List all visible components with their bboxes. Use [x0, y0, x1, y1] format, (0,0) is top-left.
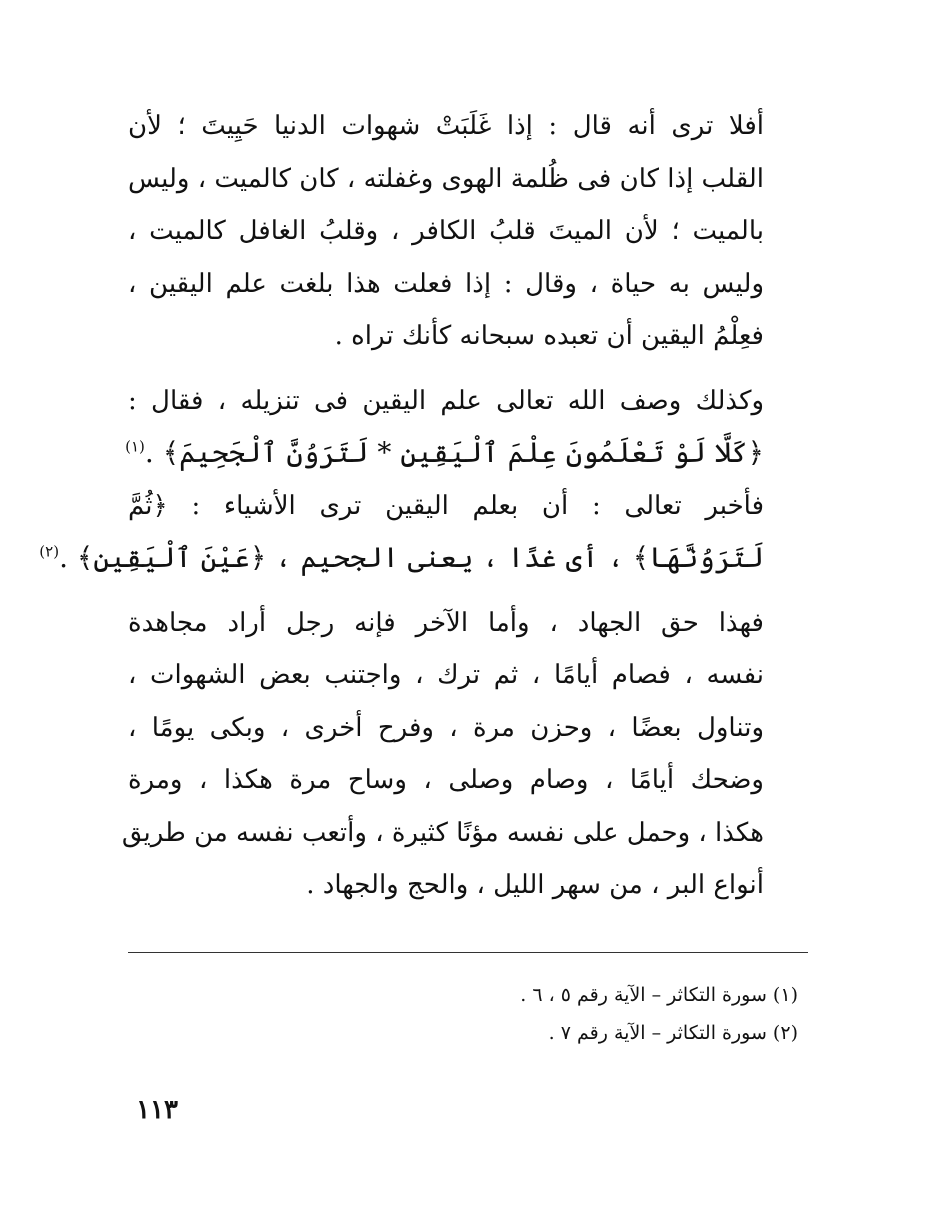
- text-line: أنواع البر ، من سهر الليل ، والحج والجهاد .: [306, 870, 764, 900]
- text-line: فهذا حق الجهاد ، وأما الآخر فإنه رجل أراد مجاهدة: [128, 607, 764, 638]
- footnote-ref-1: (١): [125, 437, 145, 456]
- quran-verse-text: ﴿كَلَّا لَوْ تَعْلَمُونَ عِلْمَ ٱلْيَقِينِ * لَتَرَوُنَّ ٱلْجَحِيمَ﴾ .: [144, 436, 764, 469]
- text-line: فعِلْمُ اليقين أن تعبده سبحانه كأنك تراه .: [334, 321, 764, 351]
- text-line: بالميت ؛ لأن الميتَ قلبُ الكافر ، وقلبُ الغافل كالميت ،: [128, 216, 764, 246]
- footnotes: [128, 976, 808, 1052]
- text-line: وكذلك وصف الله تعالى علم اليقين فى تنزيله ، فقال :: [128, 385, 764, 416]
- footnote-1: (١) سورة التكاثر – الآية رقم ٥ ، ٦ .: [520, 984, 798, 1006]
- quran-verse-line: [39, 532, 808, 585]
- text-line: فأخبر تعالى : أن بعلم اليقين ترى الأشياء : ﴿ثُمَّ: [128, 490, 764, 521]
- footnote-ref-2: (٢): [39, 542, 60, 561]
- footnote-separator: [128, 952, 808, 953]
- paragraph-2: [39, 375, 808, 585]
- footnote-2: (٢) سورة التكاثر – الآية رقم ٧ .: [548, 1022, 798, 1044]
- text-line: وضحك أيامًا ، وصام وصلى ، وساح مرة هكذا ، ومرة: [128, 765, 764, 795]
- text-line: وليس به حياة ، وقال : إذا فعلت هذا بلغت علم اليقين ،: [128, 268, 764, 299]
- text-line: أفلا ترى أنه قال : إذا غَلَبَتْ شهوات الدنيا حَيِيتَ ؛ لأن: [128, 111, 764, 141]
- quran-verse-line: [125, 427, 808, 480]
- text-line: وتناول بعضًا ، وحزن مرة ، وفرح أخرى ، وبكى يومًا ،: [128, 712, 764, 743]
- paragraph-3: [121, 597, 808, 912]
- page-body: [39, 100, 808, 912]
- text-line: هكذا ، وحمل على نفسه مؤنًا كثيرة ، وأتعب نفسه من طريق: [121, 817, 764, 848]
- text-line: القلب إذا كان فى ظُلمة الهوى وغفلته ، كان كالميت ، وليس: [127, 163, 764, 194]
- quran-verse-text: لَتَرَوُنَّهَا﴾ ، أى غدًا ، يعنى الجحيم ، ﴿عَيْنَ ٱلْيَقِينِ﴾ .: [59, 541, 764, 574]
- paragraph-1: [128, 100, 808, 363]
- text-line: نفسه ، فصام أيامًا ، ثم ترك ، واجتنب بعض الشهوات ،: [128, 660, 764, 690]
- page-number: ١١٣: [136, 1095, 178, 1125]
